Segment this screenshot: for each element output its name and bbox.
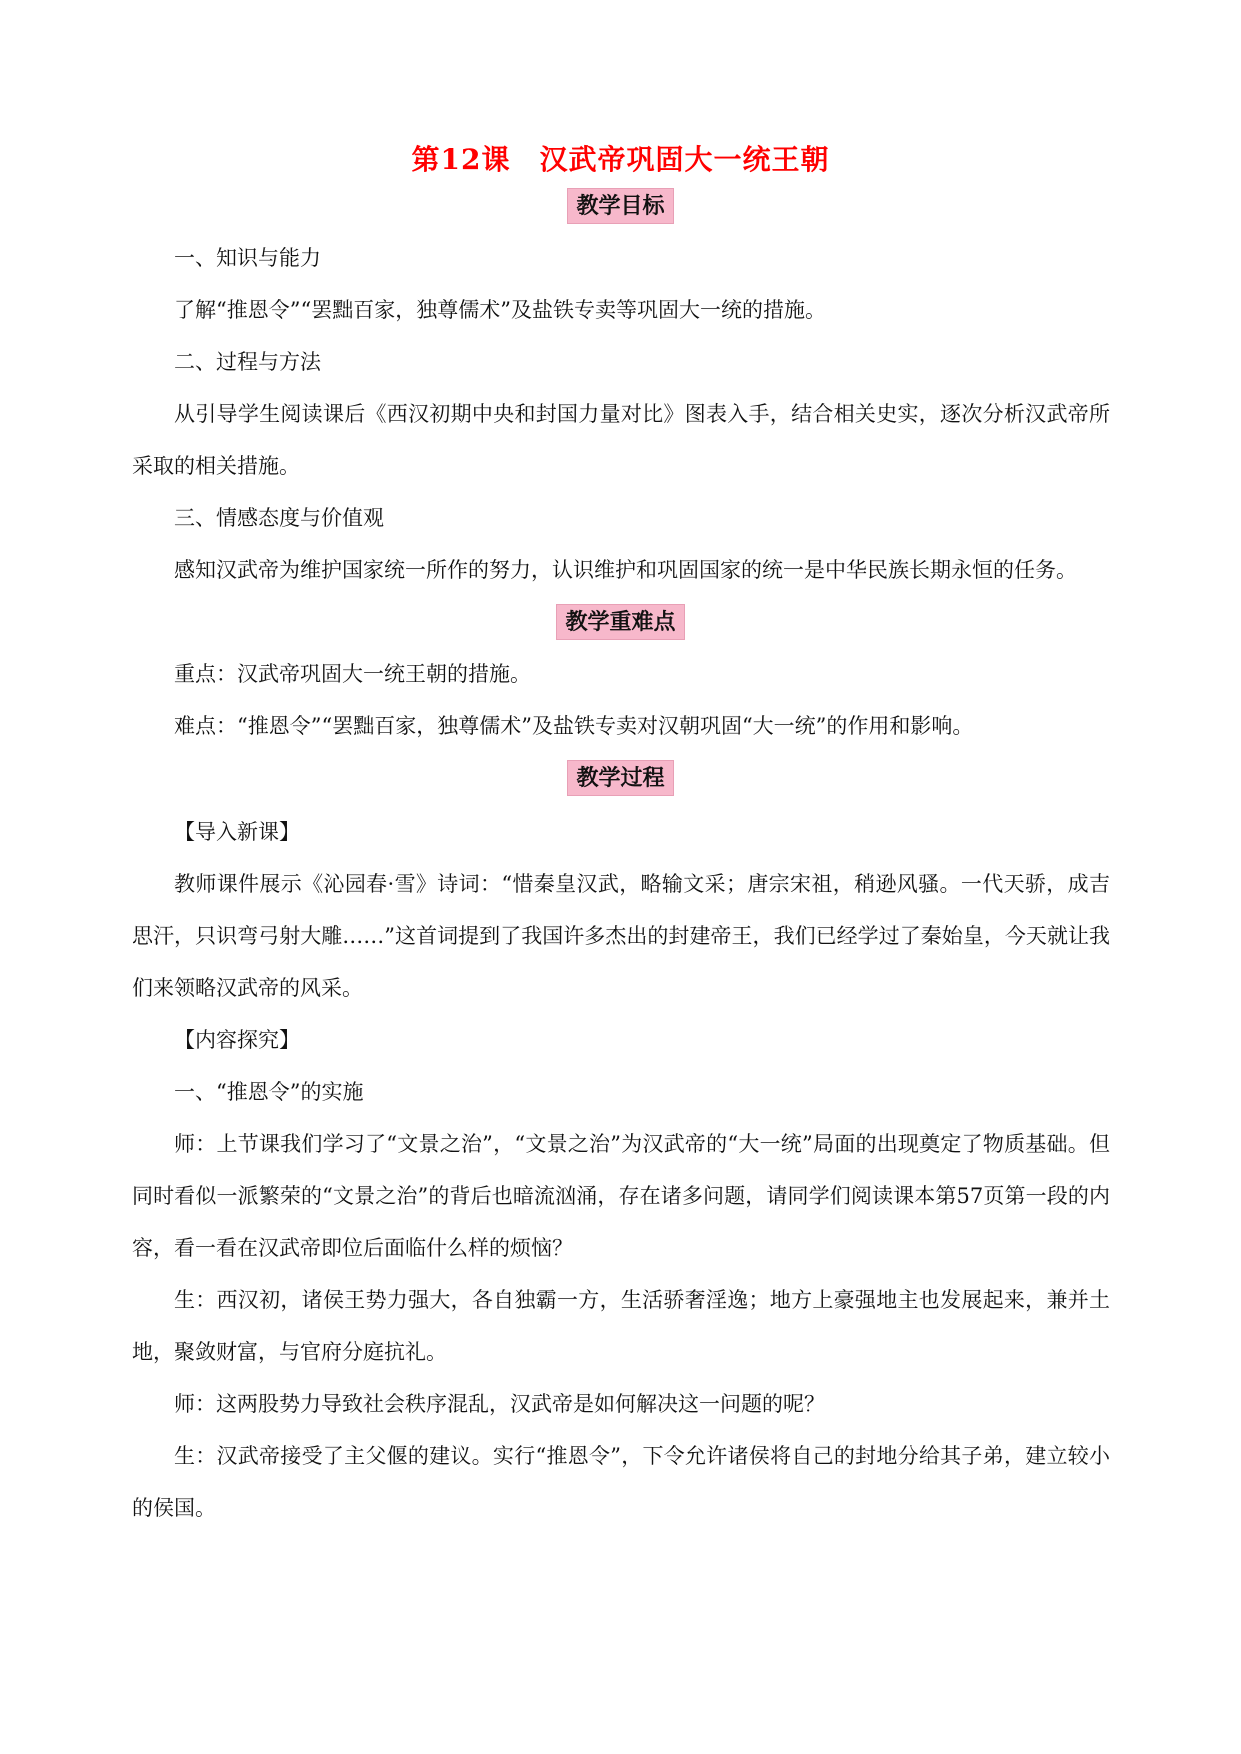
paragraph: 难点：“推恩令”“罢黜百家，独尊儒术”及盐铁专卖对汉朝巩固“大一统”的作用和影响。 bbox=[174, 714, 974, 738]
section-heading-label: 教学过程 bbox=[567, 760, 673, 796]
paragraph: 一、知识与能力 bbox=[174, 246, 321, 270]
section-heading-objectives bbox=[0, 188, 1241, 228]
section-heading-process bbox=[0, 760, 1241, 800]
paragraph: 生：西汉初，诸侯王势力强大，各自独霸一方，生活骄奢淫逸；地方上豪强地主也发展起来，兼并土地，聚敛财富，与官府分庭抗礼。 bbox=[132, 1288, 1110, 1364]
paragraph: 师：这两股势力导致社会秩序混乱，汉武帝是如何解决这一问题的呢？ bbox=[174, 1392, 825, 1416]
section-heading-label: 教学重难点 bbox=[556, 604, 684, 640]
paragraph: 一、“推恩令”的实施 bbox=[174, 1080, 364, 1104]
paragraph: 教师课件展示《沁园春·雪》诗词：“惜秦皇汉武，略输文采；唐宗宋祖，稍逊风骚。一代天骄，成吉思汗，只识弯弓射大雕……”这首词提到了我国许多杰出的封建帝王，我们已经学过了秦始皇，今天就让我们来领略汉武帝的风采。 bbox=[132, 872, 1110, 1000]
paragraph: 二、过程与方法 bbox=[174, 350, 321, 374]
paragraph: 【内容探究】 bbox=[174, 1028, 300, 1052]
section-heading-label: 教学目标 bbox=[567, 188, 673, 224]
paragraph: 了解“推恩令”“罢黜百家，独尊儒术”及盐铁专卖等巩固大一统的措施。 bbox=[174, 298, 826, 322]
paragraph: 三、情感态度与价值观 bbox=[174, 506, 384, 530]
paragraph: 从引导学生阅读课后《西汉初期中央和封国力量对比》图表入手，结合相关史实，逐次分析汉武帝所采取的相关措施。 bbox=[132, 402, 1110, 478]
section-heading-keypoints bbox=[0, 604, 1241, 644]
paragraph: 生：汉武帝接受了主父偃的建议。实行“推恩令”，下令允许诸侯将自己的封地分给其子弟，建立较小的侯国。 bbox=[132, 1444, 1110, 1520]
lesson-title: 第12课 汉武帝巩固大一统王朝 bbox=[411, 143, 830, 176]
paragraph: 师：上节课我们学习了“文景之治”，“文景之治”为汉武帝的“大一统”局面的出现奠定了物质基础。但同时看似一派繁荣的“文景之治”的背后也暗流汹涌，存在诸多问题，请同学们阅读课本第57页第一段的内容，看一看在汉武帝即位后面临什么样的烦恼？ bbox=[132, 1132, 1110, 1260]
paragraph: 重点：汉武帝巩固大一统王朝的措施。 bbox=[174, 662, 531, 686]
paragraph: 【导入新课】 bbox=[174, 820, 300, 844]
paragraph: 感知汉武帝为维护国家统一所作的努力，认识维护和巩固国家的统一是中华民族长期永恒的任务。 bbox=[174, 558, 1077, 582]
